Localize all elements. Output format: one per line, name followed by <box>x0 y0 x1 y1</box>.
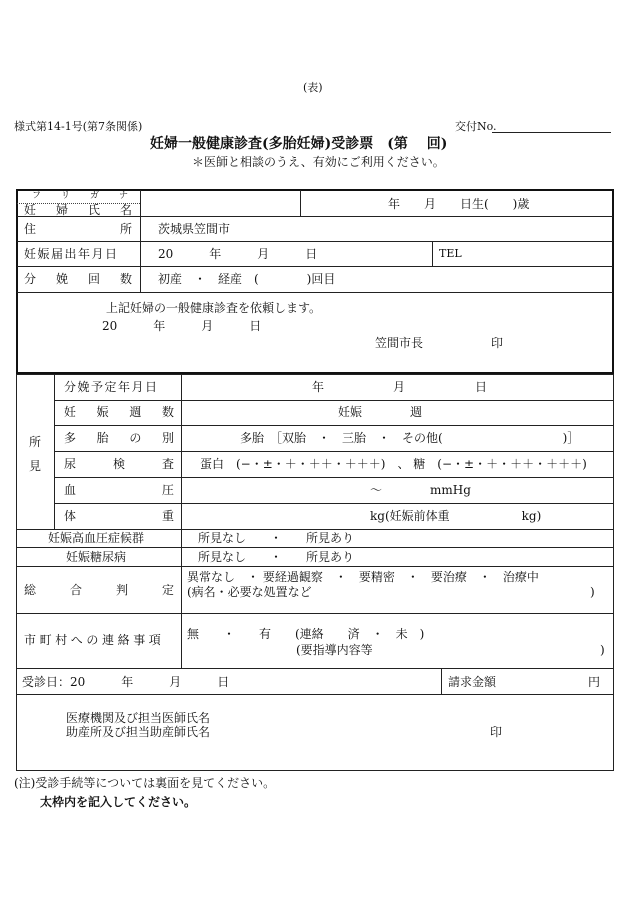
birth-fields[interactable]: 年 月 日生( )歳 <box>388 197 530 211</box>
footnote: (注)受診手続等については裏面を見てください。 <box>14 776 276 790</box>
diabetes-value[interactable]: 所見なし ・ 所見あり <box>198 550 355 564</box>
request-text: 上記妊婦の一般健康診査を依頼します。 <box>106 301 322 315</box>
weight-label: 体 重 <box>64 509 174 523</box>
gestation-weeks-label: 妊 娠 週 数 <box>64 405 174 419</box>
seal-mark: 印 <box>491 336 504 350</box>
findings-side-label-2: 見 <box>29 459 42 473</box>
claim-amount-label: 請求金額 <box>448 675 497 689</box>
notice-date-label: 妊娠届出年月日 <box>24 247 119 261</box>
diabetes-label: 妊娠糖尿病 <box>66 550 127 564</box>
urine-test-label: 尿 検 査 <box>64 457 174 471</box>
mayor-label: 笠間市長 <box>375 336 424 350</box>
municipal-contact-label: 市町村への連絡事項 <box>24 633 165 647</box>
request-date[interactable]: 20 年 月 日 <box>102 319 262 333</box>
furigana-label: フ リ ガ ナ <box>32 191 128 201</box>
multiple-pregnancy-value[interactable]: 多胎 ［双胎 ・ 三胎 ・ その他( )］ <box>240 431 580 445</box>
multiple-pregnancy-label: 多 胎 の 別 <box>64 431 174 445</box>
overall-judgment-label: 総 合 判 定 <box>24 583 174 597</box>
visit-date[interactable]: 受診日：20 年 月 日 <box>22 675 230 689</box>
page-title: 妊婦一般健康診査(多胎妊婦)受診票 (第 回) <box>150 136 448 152</box>
delivery-count-value[interactable]: 初産 ・ 経産 ( )回目 <box>158 272 336 286</box>
findings-side-label-1: 所 <box>29 435 42 449</box>
overall-judgment-details[interactable]: (病名・必要な処置など <box>187 585 312 599</box>
overall-judgment-close: ) <box>590 585 595 599</box>
weight-value[interactable]: kg(妊娠前体重 kg) <box>370 509 542 523</box>
address-value[interactable]: 茨城県笠間市 <box>158 222 231 236</box>
notice-date-value[interactable]: 20 年 月 日 <box>158 247 318 261</box>
municipal-contact-options[interactable]: 無 ・ 有 (連絡 済 ・ 未 ) <box>187 627 425 641</box>
claim-amount-unit: 円 <box>588 675 601 689</box>
due-date-year[interactable]: 年 <box>312 380 325 394</box>
seal-mark-bottom: 印 <box>490 725 503 739</box>
issue-number-line <box>492 132 611 133</box>
top-label: (表) <box>303 81 323 94</box>
subtitle: ＊医師と相談のうえ、有効にご利用ください。 <box>192 155 445 169</box>
municipal-guidance-content[interactable]: (要指導内容等 <box>296 643 373 657</box>
hypertension-value[interactable]: 所見なし ・ 所見あり <box>198 531 355 545</box>
name-label: 妊 婦 氏 名 <box>24 203 132 217</box>
due-date-day[interactable]: 日 <box>475 380 488 394</box>
urine-test-value[interactable]: 蛋白 (−・±・＋・＋＋・＋＋＋) 、 糖 (−・±・＋・＋＋・＋＋＋) <box>200 457 587 471</box>
due-date-month[interactable]: 月 <box>393 380 406 394</box>
issue-number-label: 交付No. <box>455 120 497 133</box>
due-date-label: 分娩予定年月日 <box>64 380 159 394</box>
blood-pressure-label: 血 圧 <box>64 483 174 497</box>
doctor-name-label: 医療機関及び担当医師氏名 <box>66 711 211 725</box>
hypertension-label: 妊娠高血圧症候群 <box>48 531 145 545</box>
gestation-weeks-value[interactable]: 妊娠 週 <box>338 405 423 419</box>
form-number: 様式第14-1号(第7条関係) <box>14 120 143 133</box>
address-label: 住 所 <box>24 222 132 236</box>
overall-judgment-options[interactable]: 異常なし ・ 要経過観察 ・ 要精密 ・ 要治療 ・ 治療中 <box>187 570 539 584</box>
delivery-count-label: 分 娩 回 数 <box>24 272 132 286</box>
blood-pressure-value[interactable]: 〜 mmHg <box>370 483 471 497</box>
tel-label[interactable]: TEL <box>439 247 462 260</box>
municipal-close: ) <box>600 643 605 657</box>
midwife-name-label: 助産所及び担当助産師氏名 <box>66 725 211 739</box>
fill-instruction: 太枠内を記入してください。 <box>40 795 197 809</box>
